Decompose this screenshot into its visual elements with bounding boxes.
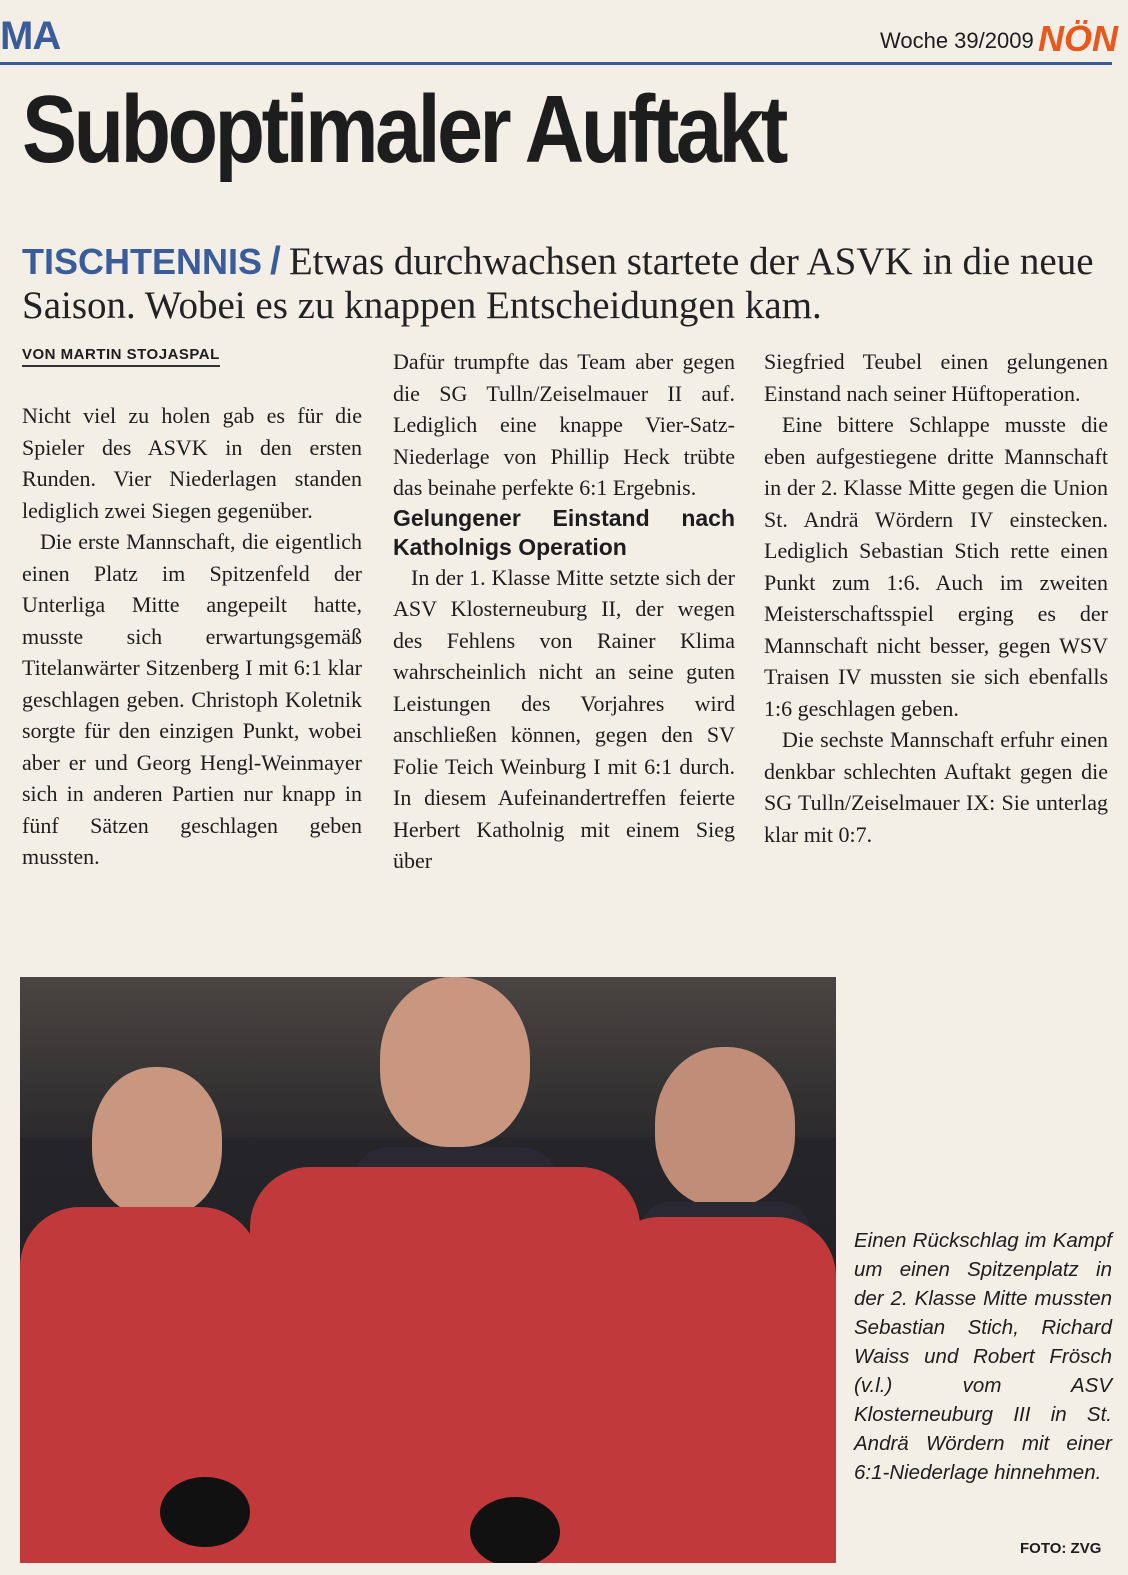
headline: Suboptimaler Auftakt <box>22 76 785 183</box>
paragraph: Dafür trumpfte das Team aber gegen die SG Tulln/Zeiselmauer II auf. Lediglich eine knappe Vier-Satz-Niederlage von Phillip Heck trübte das beinahe perfekte 6:1 Ergebnis. <box>393 349 735 500</box>
header-rule <box>0 62 1112 65</box>
deck-text: Etwas durchwachsen startete der ASVK in die neue Saison. Wobei es zu knappen Entscheidungen kam. <box>22 240 1094 327</box>
column-2 <box>393 346 735 877</box>
paragraph: In der 1. Klasse Mitte setzte sich der ASV Klosterneuburg II, der wegen des Fehlens von Rainer Klima wahrscheinlich nicht an seine guten Leistungen des Vorjahres wird anschließen können, gegen den SV Folie Teich Weinburg I mit 6:1 durch. In diesem Aufeinandertreffen feierte Herbert Katholnig mit einem Sieg über <box>393 564 735 873</box>
team-photo <box>20 977 836 1563</box>
byline: VON MARTIN STOJASPAL <box>22 346 220 367</box>
kicker: TISCHTENNIS <box>22 241 263 282</box>
column-3 <box>764 346 1108 850</box>
photo-caption: Einen Rückschlag im Kampf um einen Spitzenplatz in der 2. Klasse Mitte mussten Sebastian Stich, Richard Waiss und Robert Frösch (v.l.) vom ASV Klosterneuburg III in St. Andrä Wördern mit einer 6:1-Niederlage hinnehmen. <box>854 1229 1112 1484</box>
paragraph: Eine bittere Schlappe musste die eben aufgestiegene dritte Mannschaft in der 2. Klasse Mitte gegen die Union St. Andrä Wördern IV einstecken. Lediglich Sebastian Stich rette einen Punkt zum 1:6. Auch im zweiten Meisterschaftsspiel erging es der Mannschaft nicht besser, gegen WSV Traisen IV mussten sie sich ebenfalls 1:6 geschlagen geben. <box>764 412 1108 721</box>
paragraph: Nicht viel zu holen gab es für die Spieler des ASVK in den ersten Runden. Vier Niederlagen standen lediglich zwei Siegen gegenüber. <box>22 403 362 523</box>
newspaper-logo: NÖN <box>1038 18 1118 59</box>
section-label-fragment: MA <box>0 14 61 58</box>
photo-credit: FOTO: ZVG <box>1020 1540 1102 1557</box>
paragraph: Siegfried Teubel einen gelungenen Einstand nach seiner Hüftoperation. <box>764 349 1108 406</box>
column-1 <box>22 400 362 873</box>
deck <box>22 240 1112 327</box>
kicker-slash: / <box>270 240 281 283</box>
issue-week: Woche 39/2009 <box>880 28 1034 53</box>
paragraph: Die erste Mannschaft, die eigentlich einen Platz im Spitzenfeld der Unterliga Mitte angepeilt hatte, musste sich erwartungsgemäß Titelanwärter Sitzenberg I mit 6:1 klar geschlagen geben. Christoph Koletnik sorgte für den einzigen Punkt, wobei aber er und Georg Hengl-Weinmayer sich in anderen Partien nur knapp in fünf Sätzen geschlagen geben mussten. <box>22 529 362 869</box>
paragraph: Die sechste Mannschaft erfuhr einen denkbar schlechten Auftakt gegen die SG Tulln/Zeiselmauer IX: Sie unterlag klar mit 0:7. <box>764 727 1108 847</box>
subheading: Gelungener Einstand nach Katholnigs Operation <box>393 504 735 560</box>
